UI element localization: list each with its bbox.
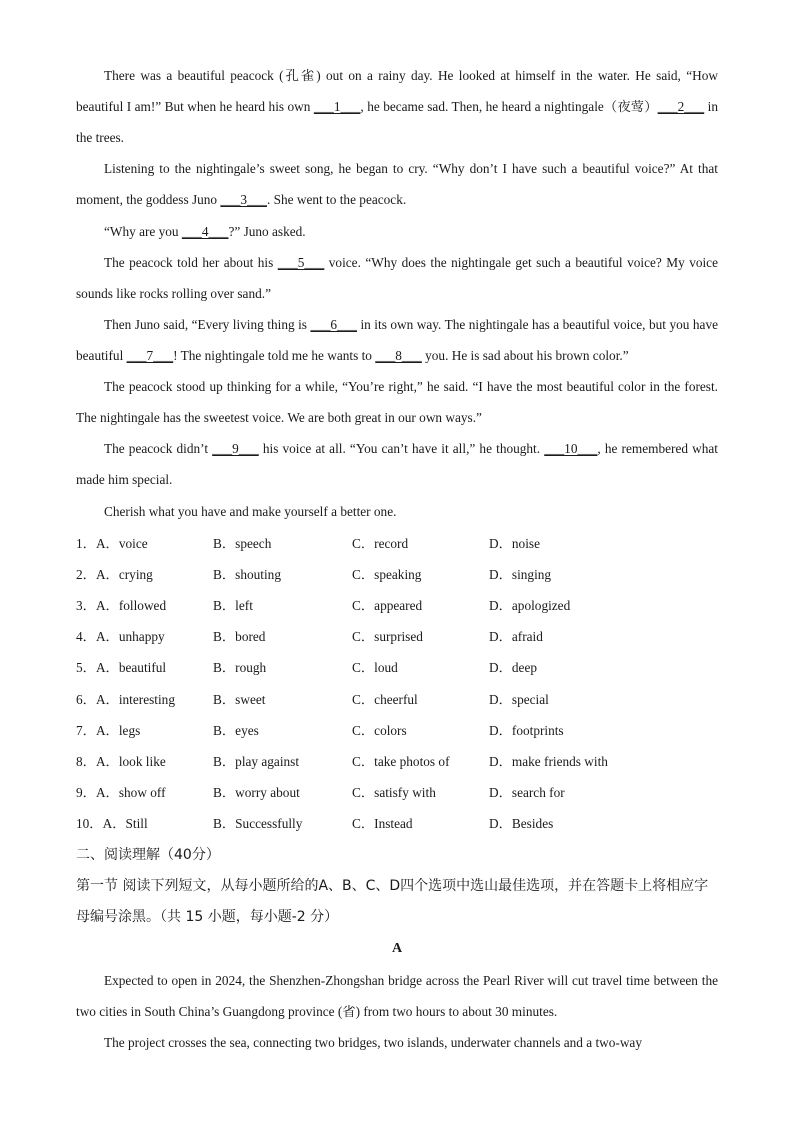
blank-6: ___6___ [310,317,357,332]
blank-2: ___2___ [657,99,705,114]
blank-10: ___10___ [544,441,598,456]
question-options-5 [76,652,718,683]
option-d: D．afraid [489,629,543,644]
option-d: D．make friends with [489,754,608,769]
option-c: C．loud [352,660,398,675]
option-c: C．surprised [352,629,423,644]
option-c: C．cheerful [352,692,418,707]
option-c: C．colors [352,723,407,738]
blank-8: ___8___ [375,348,422,363]
option-c: C．appeared [352,598,423,613]
option-a: 10．A．Still [76,816,148,831]
blank-4: ___4___ [181,224,229,239]
option-c: C．Instead [352,816,413,831]
option-b: B．Successfully [213,816,303,831]
section-instruction: 第一节 阅读下列短文，从每小题所给的A、B、C、D四个选项中选山最佳选项，并在答题卡上将相应字母编号涂黑。（共 15 小题，每小题-2 分） [76,878,709,925]
option-a: 5．A．beautiful [76,660,167,675]
option-c: C．satisfy with [352,785,436,800]
option-d: D．singing [489,567,552,582]
blank-3: ___3___ [220,192,267,207]
option-c: C．speaking [352,567,422,582]
blank-7: ___7___ [126,348,174,363]
option-a: 3．A．followed [76,598,167,613]
question-options-10 [76,808,718,839]
part-label: A [391,941,403,956]
blank-5: ___5___ [277,255,325,270]
option-b: B．shouting [213,567,281,582]
option-b: B．eyes [213,723,259,738]
option-b: B．play against [213,754,300,769]
passage-paragraph-4: The peacock told her about his ___5___ voice. “Why does the nightingale get such a beautiful voice? My voice sounds like rocks rolling over sand.” [76,255,718,301]
option-d: D．search for [489,785,565,800]
question-options-2 [76,559,718,590]
question-options-4 [76,621,718,652]
option-a: 7．A．legs [76,723,141,738]
passage-paragraph-6: The peacock stood up thinking for a while, “You’re right,” he said. “I have the most beautiful color in the forest. The nightingale has the sweetest voice. We are both great in our own ways.” [76,379,718,425]
option-a: 9．A．show off [76,785,166,800]
question-options-8 [76,746,718,777]
option-d: D．apologized [489,598,571,613]
question-options-9 [76,777,718,808]
option-d: D．Besides [489,816,554,831]
option-b: B．worry about [213,785,300,800]
option-d: D．footprints [489,723,564,738]
option-a: 8．A．look like [76,754,166,769]
question-options-6 [76,684,718,715]
option-a: 4．A．unhappy [76,629,165,644]
passage-paragraph-5: Then Juno said, “Every living thing is ___6___ in its own way. The nightingale has a beautiful voice, but you have beautiful ___7___! The nightingale told me he wants to ___8___ you. He is sad about his brown color.” [76,317,718,363]
passage-paragraph-2: Listening to the nightingale’s sweet song, he began to cry. “Why don’t I have such a beautiful voice?” At that moment, the goddess Juno ___3___. She went to the peacock. [76,161,718,207]
option-a: 1．A．voice [76,536,148,551]
blank-1: ___1___ [313,99,361,114]
option-b: B．left [213,598,253,613]
reading-paragraph-1: Expected to open in 2024, the Shenzhen-Zhongshan bridge across the Pearl River will cut travel time between the two cities in South China’s Guangdong province (省) from two hours to about 30 minutes. [76,973,718,1019]
option-b: B．sweet [213,692,266,707]
blank-9: ___9___ [212,441,259,456]
question-options-1 [76,528,718,559]
option-d: D．deep [489,660,537,675]
reading-paragraph-2: The project crosses the sea, connecting two bridges, two islands, underwater channels and a two-way [104,1035,642,1050]
question-options-7 [76,715,718,746]
option-b: B．speech [213,536,272,551]
question-options-3 [76,590,718,621]
option-c: C．record [352,536,409,551]
passage-paragraph-8: Cherish what you have and make yourself a better one. [104,504,397,519]
option-d: D．special [489,692,549,707]
passage-paragraph-1: There was a beautiful peacock (孔雀) out on a rainy day. He looked at himself in the water. He said, “How beautiful I am!” But when he heard his own ___1___, he became sad. Then, he heard a nightingale（夜莺）___2___ in the trees. [76,68,718,145]
option-a: 6．A．interesting [76,692,175,707]
option-a: 2．A．crying [76,567,153,582]
option-b: B．bored [213,629,266,644]
passage-paragraph-3: “Why are you ___4___?” Juno asked. [104,224,306,239]
section-heading: 二、阅读理解（40分） [76,847,220,863]
option-c: C．take photos of [352,754,450,769]
option-b: B．rough [213,660,267,675]
passage-paragraph-7: The peacock didn’t ___9___ his voice at all. “You can’t have it all,” he thought. ___10___, he remembered what made him special. [76,441,718,487]
option-d: D．noise [489,536,540,551]
